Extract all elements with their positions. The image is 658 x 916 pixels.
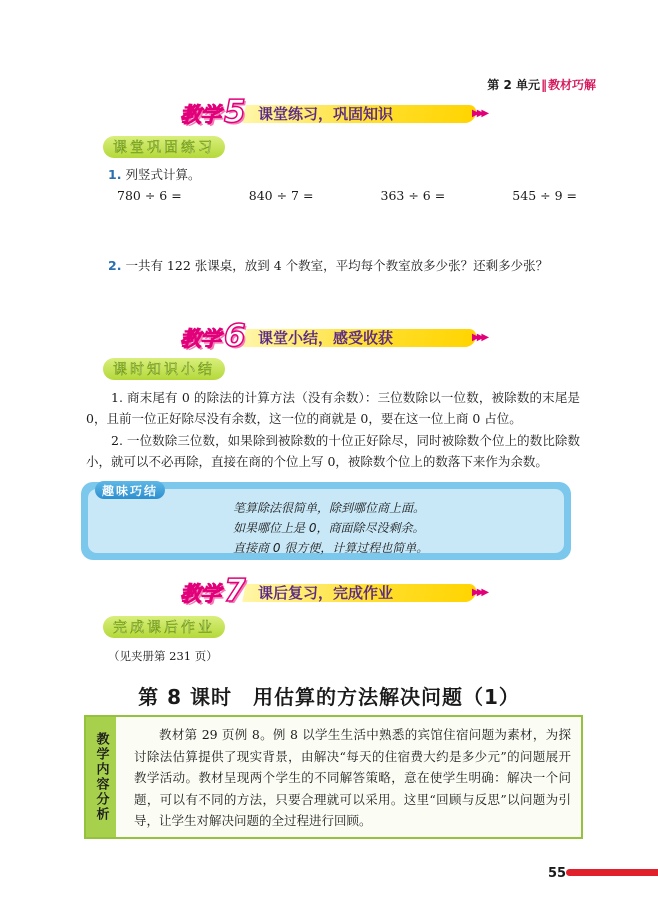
content-analysis-box [84, 715, 583, 839]
step6-subheading [103, 358, 225, 380]
step6-banner [180, 318, 500, 354]
banner-number: 5 [224, 94, 246, 130]
division-problem: 545 ÷ 9 = [512, 188, 577, 203]
step7-subheading [103, 616, 225, 638]
lesson-title: 第 8 课时 用估算的方法解决问题（1） [138, 685, 520, 709]
analysis-text: 教材第 29 页例 8。例 8 以学生生活中熟悉的宾馆住宿问题为素材，为探讨除法估算提供了现实背景，由解决“每天的住宿费大约是多少元”的问题展开教学活动。教材呈现两个学生的不同解答策略，意在使学生明确：解决一个问题，可以有不同的方法，只要合理就可以采用。这里“回顾与反思”以问题为引导，让学生对解决问题的全过程进行回顾。 [134, 727, 571, 828]
analysis-label: 教学内容分析 [93, 732, 109, 822]
header-separator: ‖ [540, 78, 547, 92]
banner-word: 教学 [180, 103, 220, 127]
step7-banner [180, 573, 500, 609]
question-prompt: 列竖式计算。 [125, 167, 201, 182]
tip-line: 如果哪位上是 0，商面除尽没剩余。 [233, 521, 425, 535]
division-problem: 840 ÷ 7 = [248, 188, 314, 203]
question-text: 一共有 122 张课桌，放到 4 个教室，平均每个教室放多少张？还剩多少张？ [125, 258, 549, 273]
division-problems [117, 188, 577, 203]
tip-label: 趣味巧结 [95, 481, 165, 499]
question-2 [108, 255, 588, 276]
tip-lines [233, 498, 428, 558]
running-header [487, 76, 596, 93]
division-problem: 363 ÷ 6 = [380, 188, 446, 203]
tip-line: 笔算除法很简单，除到哪位商上面。 [233, 501, 426, 515]
unit-label: 第 2 单元 [487, 78, 540, 92]
banner-number: 7 [224, 573, 246, 609]
tip-line: 直接商 0 很方便，计算过程也简单。 [233, 541, 429, 555]
arrows-icon: ▶▶▶ [472, 587, 487, 598]
book-title: 教材巧解 [547, 78, 596, 92]
banner-title: 课后复习，完成作业 [258, 584, 394, 602]
banner-number: 6 [224, 318, 246, 354]
arrows-icon: ▶▶▶ [472, 108, 487, 119]
question-1 [108, 164, 200, 185]
banner-word: 教学 [180, 327, 220, 351]
banner-word: 教学 [180, 582, 220, 606]
summary-point-1: 1. 商末尾有 0 的除法的计算方法（没有余数）：三位数除以一位数，被除数的末尾是 0，且前一位正好除尽没有余数，这一位的商就是 0，要在这一位上商 0 占位。 [86, 390, 580, 426]
page-number: 55 [548, 866, 567, 881]
step5-subheading [103, 136, 225, 158]
arrows-icon: ▶▶▶ [472, 332, 487, 343]
subheading-text: 课时知识小结 [113, 362, 215, 378]
division-problem: 780 ÷ 6 = [117, 188, 182, 203]
summary-point-2: 2. 一位数除三位数，如果除到被除数的十位正好除尽，同时被除数个位上的数比除数小，就可以不必再除，直接在商的个位上写 0，被除数个位上的数落下来作为余数。 [86, 433, 580, 469]
banner-title: 课堂小结，感受收获 [258, 329, 394, 347]
subheading-text: 完成课后作业 [113, 620, 215, 636]
question-number: 1. [108, 167, 122, 182]
subheading-text: 课堂巩固练习 [113, 140, 215, 156]
homework-note: （见夹册第 231 页） [108, 649, 218, 663]
analysis-side-label [86, 717, 116, 837]
banner-title: 课堂练习，巩固知识 [258, 105, 394, 123]
question-number: 2. [108, 258, 122, 273]
step5-banner [180, 94, 500, 130]
page-bar [566, 869, 658, 876]
